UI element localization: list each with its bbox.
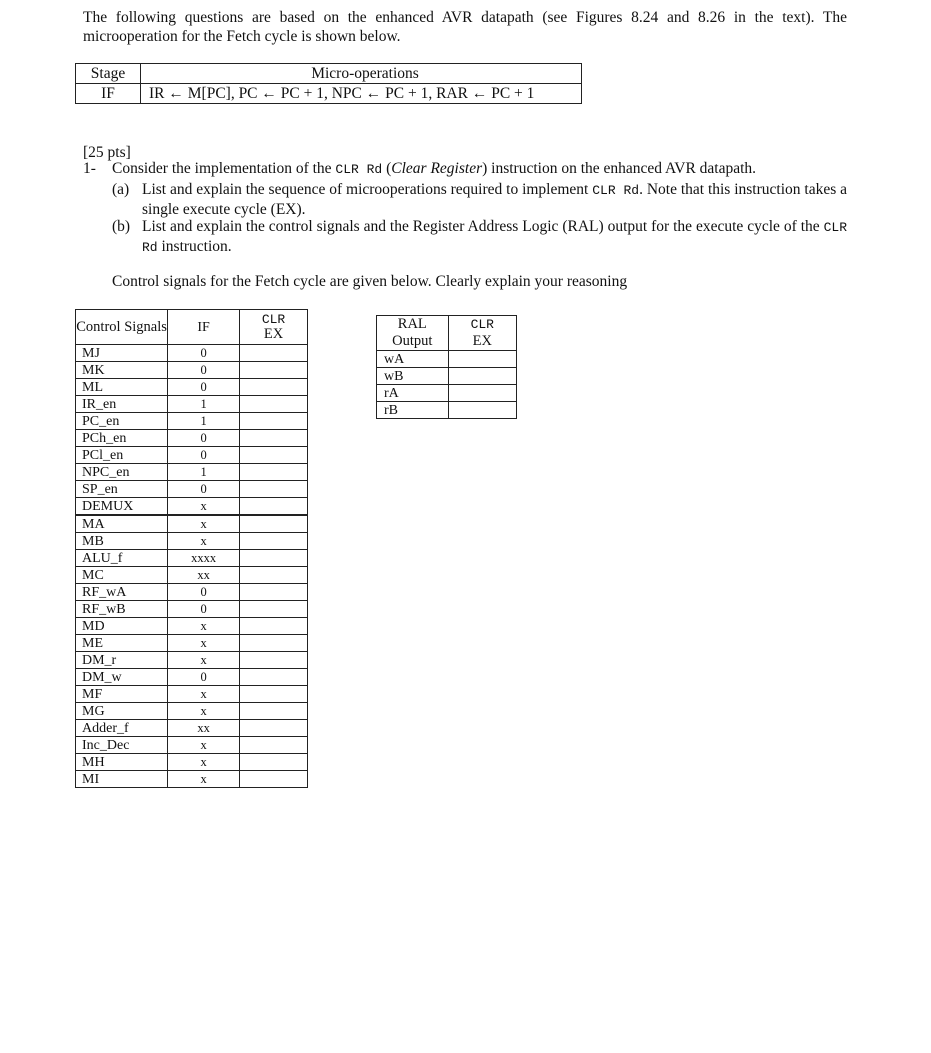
signal-name: RF_wA [76, 584, 168, 601]
signal-name: PC_en [76, 413, 168, 430]
signal-if-value: x [168, 737, 240, 754]
table-row [76, 771, 308, 788]
table-row [76, 464, 308, 481]
table-row [76, 430, 308, 447]
signal-name: ME [76, 635, 168, 652]
table-row [377, 351, 517, 368]
table-row [76, 737, 308, 754]
table-row [76, 635, 308, 652]
signal-name: DM_w [76, 669, 168, 686]
signal-ex-answer-cell[interactable] [240, 498, 308, 516]
signal-ex-answer-cell[interactable] [240, 584, 308, 601]
question-intro: Consider the implementation of the CLR Rd (Clear Register) instruction on the enhanced AVR datapath. [112, 160, 757, 177]
signal-if-value: x [168, 635, 240, 652]
ral-output-name: wA [377, 351, 449, 368]
control-signals-table [75, 309, 308, 788]
ral-output-table [376, 315, 517, 419]
signal-name: ML [76, 379, 168, 396]
part-b-label: (b) [112, 218, 131, 235]
signal-name: NPC_en [76, 464, 168, 481]
table-row [76, 362, 308, 379]
ral-output-name: rA [377, 385, 449, 402]
ral-ex-answer-cell[interactable] [448, 385, 516, 402]
signal-if-value: x [168, 703, 240, 720]
signal-name: MK [76, 362, 168, 379]
signal-if-value: 0 [168, 362, 240, 379]
table-row [76, 567, 308, 584]
signal-name: MA [76, 515, 168, 533]
table-header-row [76, 64, 582, 84]
signal-ex-answer-cell[interactable] [240, 550, 308, 567]
signal-ex-answer-cell[interactable] [240, 362, 308, 379]
table-row [76, 481, 308, 498]
ral-output-header: RAL Output [377, 316, 449, 351]
stage-cell: IF [76, 84, 141, 104]
part-a-label: (a) [112, 181, 130, 198]
signal-name: MG [76, 703, 168, 720]
part-b-text: List and explain the control signals and the Register Address Logic (RAL) output for the execute cycle of the CLR Rd instruction. [142, 218, 847, 255]
signal-ex-answer-cell[interactable] [240, 601, 308, 618]
signal-if-value: 0 [168, 379, 240, 396]
signal-if-value: x [168, 754, 240, 771]
signal-ex-answer-cell[interactable] [240, 686, 308, 703]
signal-if-value: 1 [168, 396, 240, 413]
signal-ex-answer-cell[interactable] [240, 669, 308, 686]
signal-name: PCl_en [76, 447, 168, 464]
signal-name: MJ [76, 345, 168, 362]
signal-name: MF [76, 686, 168, 703]
stage-header: Stage [76, 64, 141, 84]
signal-name: MH [76, 754, 168, 771]
signal-ex-answer-cell[interactable] [240, 430, 308, 447]
signal-if-value: 0 [168, 584, 240, 601]
signal-if-value: 0 [168, 447, 240, 464]
if-header: IF [168, 310, 240, 345]
table-row [76, 379, 308, 396]
signal-if-value: x [168, 515, 240, 533]
signal-if-value: x [168, 652, 240, 669]
table-row [76, 720, 308, 737]
signal-ex-answer-cell[interactable] [240, 652, 308, 669]
signal-if-value: xx [168, 720, 240, 737]
table-row [76, 686, 308, 703]
microops-header: Micro-operations [141, 64, 582, 84]
signal-if-value: 0 [168, 345, 240, 362]
table-row [76, 447, 308, 464]
table-row [76, 345, 308, 362]
table-row [377, 402, 517, 419]
points-label: [25 pts] [83, 144, 131, 161]
table-row [76, 396, 308, 413]
signal-ex-answer-cell[interactable] [240, 771, 308, 788]
table-row [76, 584, 308, 601]
signal-if-value: xx [168, 567, 240, 584]
signal-ex-answer-cell[interactable] [240, 737, 308, 754]
table-row [76, 84, 582, 104]
signal-if-value: x [168, 771, 240, 788]
fetch-microops-table [75, 63, 582, 104]
signal-name: SP_en [76, 481, 168, 498]
signal-ex-answer-cell[interactable] [240, 533, 308, 550]
table-row [76, 533, 308, 550]
table-row [76, 601, 308, 618]
signal-if-value: 0 [168, 430, 240, 447]
ral-output-name: rB [377, 402, 449, 419]
signal-ex-answer-cell[interactable] [240, 379, 308, 396]
table-row [76, 669, 308, 686]
signal-if-value: x [168, 618, 240, 635]
signal-ex-answer-cell[interactable] [240, 618, 308, 635]
table-row [377, 385, 517, 402]
control-signals-note: Control signals for the Fetch cycle are given below. Clearly explain your reasoning [112, 273, 628, 290]
question-number: 1- [83, 160, 96, 177]
signal-name: DEMUX [76, 498, 168, 516]
signal-ex-answer-cell[interactable] [240, 567, 308, 584]
signal-ex-answer-cell[interactable] [240, 464, 308, 481]
signal-if-value: 0 [168, 481, 240, 498]
table-row [76, 703, 308, 720]
signal-ex-answer-cell[interactable] [240, 413, 308, 430]
microops-cell: IR ← M[PC], PC ← PC + 1, NPC ← PC + 1, RAR ← PC + 1 [141, 84, 582, 104]
signal-ex-answer-cell[interactable] [240, 720, 308, 737]
control-signals-header: Control Signals [76, 310, 168, 345]
signal-name: MI [76, 771, 168, 788]
clr-ex-header: CLR EX [240, 310, 308, 345]
intro-paragraph: The following questions are based on the enhanced AVR datapath (see Figures 8.24 and 8.26 in the text). The microoperation for the Fetch cycle is shown below. [83, 9, 847, 45]
signal-name: MB [76, 533, 168, 550]
signal-ex-answer-cell[interactable] [240, 515, 308, 533]
signal-if-value: 1 [168, 413, 240, 430]
signal-ex-answer-cell[interactable] [240, 447, 308, 464]
signal-name: PCh_en [76, 430, 168, 447]
signal-if-value: x [168, 686, 240, 703]
signal-ex-answer-cell[interactable] [240, 396, 308, 413]
signal-name: MC [76, 567, 168, 584]
signal-if-value: 0 [168, 601, 240, 618]
signal-name: DM_r [76, 652, 168, 669]
signal-name: ALU_f [76, 550, 168, 567]
ral-ex-answer-cell[interactable] [448, 351, 516, 368]
signal-if-value: xxxx [168, 550, 240, 567]
signal-name: IR_en [76, 396, 168, 413]
signal-ex-answer-cell[interactable] [240, 754, 308, 771]
table-header-row [76, 310, 308, 345]
signal-ex-answer-cell[interactable] [240, 635, 308, 652]
table-row [76, 652, 308, 669]
table-header-row [377, 316, 517, 351]
signal-name: Inc_Dec [76, 737, 168, 754]
signal-ex-answer-cell[interactable] [240, 481, 308, 498]
part-a-text: List and explain the sequence of microoperations required to implement CLR Rd. Note that this instruction takes a single execute cycle (EX). [142, 181, 847, 218]
signal-name: RF_wB [76, 601, 168, 618]
signal-if-value: x [168, 533, 240, 550]
signal-name: MD [76, 618, 168, 635]
signal-if-value: 1 [168, 464, 240, 481]
signal-if-value: x [168, 498, 240, 516]
signal-ex-answer-cell[interactable] [240, 703, 308, 720]
table-row [76, 550, 308, 567]
table-row [76, 515, 308, 533]
table-row [377, 368, 517, 385]
signal-name: Adder_f [76, 720, 168, 737]
signal-if-value: 0 [168, 669, 240, 686]
table-row [76, 413, 308, 430]
clr-ex-header: CLR EX [448, 316, 516, 351]
table-row [76, 618, 308, 635]
ral-ex-answer-cell[interactable] [448, 402, 516, 419]
table-row [76, 754, 308, 771]
table-row [76, 498, 308, 516]
signal-ex-answer-cell[interactable] [240, 345, 308, 362]
ral-ex-answer-cell[interactable] [448, 368, 516, 385]
ral-output-name: wB [377, 368, 449, 385]
